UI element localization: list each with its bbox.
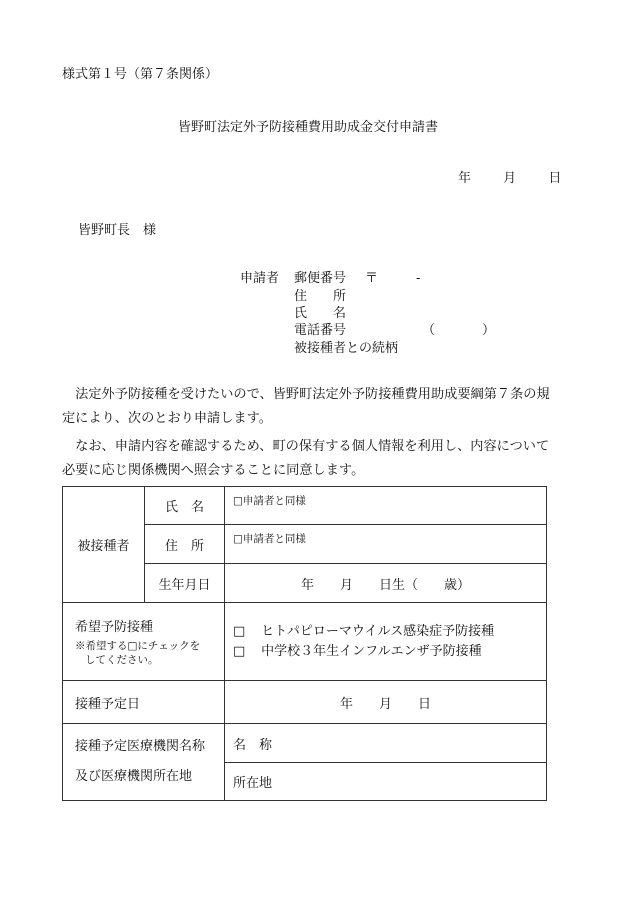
birthdate-label: 生年月日 (145, 564, 225, 603)
institution-label-line1: 接種予定医療機関名称 (75, 739, 206, 754)
institution-name-field[interactable] (225, 724, 547, 763)
vaccine-label: 希望予防接種 (75, 620, 154, 635)
date-month-label: 月 (503, 171, 517, 186)
vaccine-options-cell (225, 603, 547, 681)
address-label: 住 所 (294, 289, 347, 304)
table-row (63, 487, 547, 525)
institution-label-line2: 及び医療機関所在地 (75, 769, 193, 784)
recipient-name-label: 氏 名 (145, 487, 225, 525)
relation-label: 被接種者との続柄 (294, 341, 399, 356)
recipient-address-label: 住 所 (145, 525, 225, 564)
applicant-label: 申請者 (240, 271, 280, 286)
vaccine-option-label: ヒトパピローマウイルス感染症予防接種 (261, 623, 495, 639)
application-paragraph: 法定外予防接種を受けたいので、皆野町法定外予防接種費用助成要綱第７条の規定により、次のとおり申請します。 (62, 387, 550, 426)
vaccine-option-hpv[interactable] (233, 622, 538, 642)
addressee: 皆野町長 様 (78, 223, 157, 238)
institution-address-label: 所在地 (233, 776, 273, 791)
vaccine-option-label: 中学校３年生インフルエンザ予防接種 (261, 643, 482, 659)
recipient-label: 被接種者 (63, 487, 145, 603)
checkbox[interactable]: □ (233, 643, 246, 659)
table-row (63, 724, 547, 763)
postal-mark: 〒 (365, 271, 379, 286)
recipient-address-field[interactable] (225, 525, 547, 564)
institution-address-field[interactable] (225, 763, 547, 801)
table-row (63, 681, 547, 724)
institution-label-cell (63, 724, 225, 801)
vaccine-note-line2: してください。 (85, 654, 159, 666)
postal-code-label: 郵便番号 (294, 271, 347, 286)
scheduled-date-field[interactable]: 年 月 日 (225, 681, 547, 724)
vaccine-note (75, 639, 216, 667)
document-title: 皆野町法定外予防接種費用助成金交付申請書 (178, 120, 439, 135)
recipient-name-field[interactable] (225, 487, 547, 525)
consent-paragraph: なお、申請内容を確認するため、町の保有する個人情報を利用し、内容について必要に応じ関係機関へ照会することに同意します。 (62, 439, 550, 478)
date-line (458, 172, 561, 185)
name-label: 氏 名 (294, 306, 347, 321)
phone-label: 電話番号 (294, 323, 347, 338)
checkbox[interactable]: □ (233, 623, 246, 639)
birthdate-field[interactable]: 年 月 日生（ 歳） (225, 564, 547, 603)
date-year-label: 年 (458, 171, 472, 186)
vaccine-label-cell (63, 603, 225, 681)
vaccine-option-influenza[interactable] (233, 642, 538, 662)
phone-paren-close: ） (482, 323, 496, 338)
form-number: 様式第１号（第７条関係） (62, 67, 219, 82)
scheduled-date-label: 接種予定日 (63, 681, 225, 724)
application-table (62, 486, 547, 801)
same-as-applicant-checkbox[interactable]: □申請者と同様 (233, 533, 306, 545)
postal-dash: - (416, 271, 421, 286)
vaccine-note-line1: ※希望する□にチェックを (75, 640, 201, 652)
institution-name-label: 名 称 (233, 737, 273, 753)
table-row (63, 603, 547, 681)
same-as-applicant-checkbox[interactable]: □申請者と同様 (233, 495, 306, 507)
phone-paren-open: （ (422, 323, 436, 338)
date-day-label: 日 (548, 171, 562, 186)
